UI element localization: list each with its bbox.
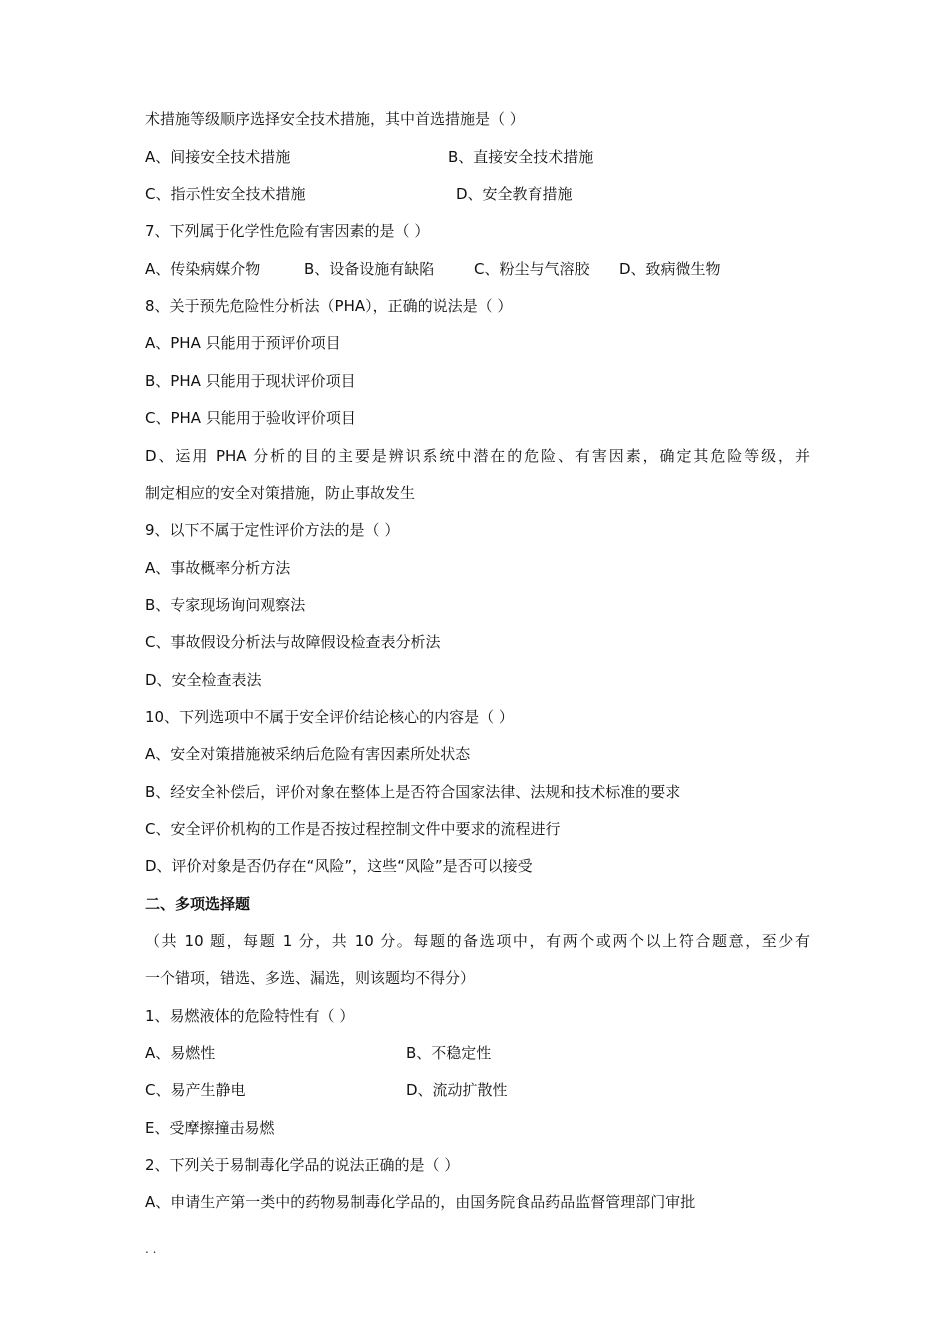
q9-option-d: D、安全检查表法	[145, 671, 262, 689]
q7-option-b: B、设备设施有缺陷	[304, 260, 435, 278]
question-8-stem: 8、关于预先危险性分析法（PHA），正确的说法是（ ）	[145, 297, 513, 315]
question-9-stem: 9、以下不属于定性评价方法的是（ ）	[145, 521, 400, 539]
q9-option-c: C、事故假设分析法与故障假设检查表分析法	[145, 633, 441, 651]
question-7-stem: 7、下列属于化学性危险有害因素的是（ ）	[145, 222, 430, 240]
q6-option-b: B、直接安全技术措施	[448, 148, 594, 166]
q8-option-d-continuation: 制定相应的安全对策措施，防止事故发生	[145, 484, 416, 502]
q9-option-a: A、事故概率分析方法	[145, 559, 291, 577]
q10-option-c: C、安全评价机构的工作是否按过程控制文件中要求的流程进行	[145, 820, 561, 838]
mc-q1-option-e: E、受摩擦撞击易燃	[145, 1119, 275, 1137]
q8-option-a: A、PHA 只能用于预评价项目	[145, 334, 341, 352]
q7-option-c: C、粉尘与气溶胶	[474, 260, 590, 278]
mc-q1-option-d: D、流动扩散性	[406, 1081, 508, 1099]
page-footer-dots: . .	[145, 1242, 157, 1256]
q8-option-b: B、PHA 只能用于现状评价项目	[145, 372, 356, 390]
q7-option-a: A、传染病媒介物	[145, 260, 261, 278]
q6-option-d: D、安全教育措施	[456, 185, 573, 203]
q8-option-d: D、运用 PHA 分析的目的主要是辨识系统中潜在的危险、有害因素，确定其危险等级，并	[145, 447, 810, 465]
q6-option-a: A、间接安全技术措施	[145, 148, 291, 166]
mc-q1-option-a: A、易燃性	[145, 1044, 216, 1062]
q6-option-c: C、指示性安全技术措施	[145, 185, 306, 203]
section-2-heading: 二、多项选择题	[145, 895, 251, 913]
mc-q2-option-a: A、申请生产第一类中的药物易制毒化学品的，由国务院食品药品监督管理部门审批	[145, 1193, 696, 1211]
q10-option-a: A、安全对策措施被采纳后危险有害因素所处状态	[145, 745, 471, 763]
q8-option-c: C、PHA 只能用于验收评价项目	[145, 409, 356, 427]
question-6-stem-continuation: 术措施等级顺序选择安全技术措施，其中首选措施是（ ）	[145, 110, 525, 128]
q10-option-b: B、经安全补偿后，评价对象在整体上是否符合国家法律、法规和技术标准的要求	[145, 783, 681, 801]
q10-option-d: D、评价对象是否仍存在“风险”，这些“风险”是否可以接受	[145, 857, 533, 875]
q7-option-d: D、致病微生物	[619, 260, 721, 278]
section-2-instructions-continuation: 一个错项，错选、多选、漏选，则该题均不得分）	[145, 969, 476, 987]
section-2-instructions: （共 10 题，每题 1 分，共 10 分。每题的备选项中，有两个或两个以上符合题意，至少有	[145, 932, 810, 950]
mc-q1-option-c: C、易产生静电	[145, 1081, 246, 1099]
mc-question-1-stem: 1、易燃液体的危险特性有（ ）	[145, 1007, 355, 1025]
q9-option-b: B、专家现场询问观察法	[145, 596, 306, 614]
mc-question-2-stem: 2、下列关于易制毒化学品的说法正确的是（ ）	[145, 1156, 460, 1174]
question-10-stem: 10、下列选项中不属于安全评价结论核心的内容是（ ）	[145, 708, 514, 726]
mc-q1-option-b: B、不稳定性	[406, 1044, 492, 1062]
